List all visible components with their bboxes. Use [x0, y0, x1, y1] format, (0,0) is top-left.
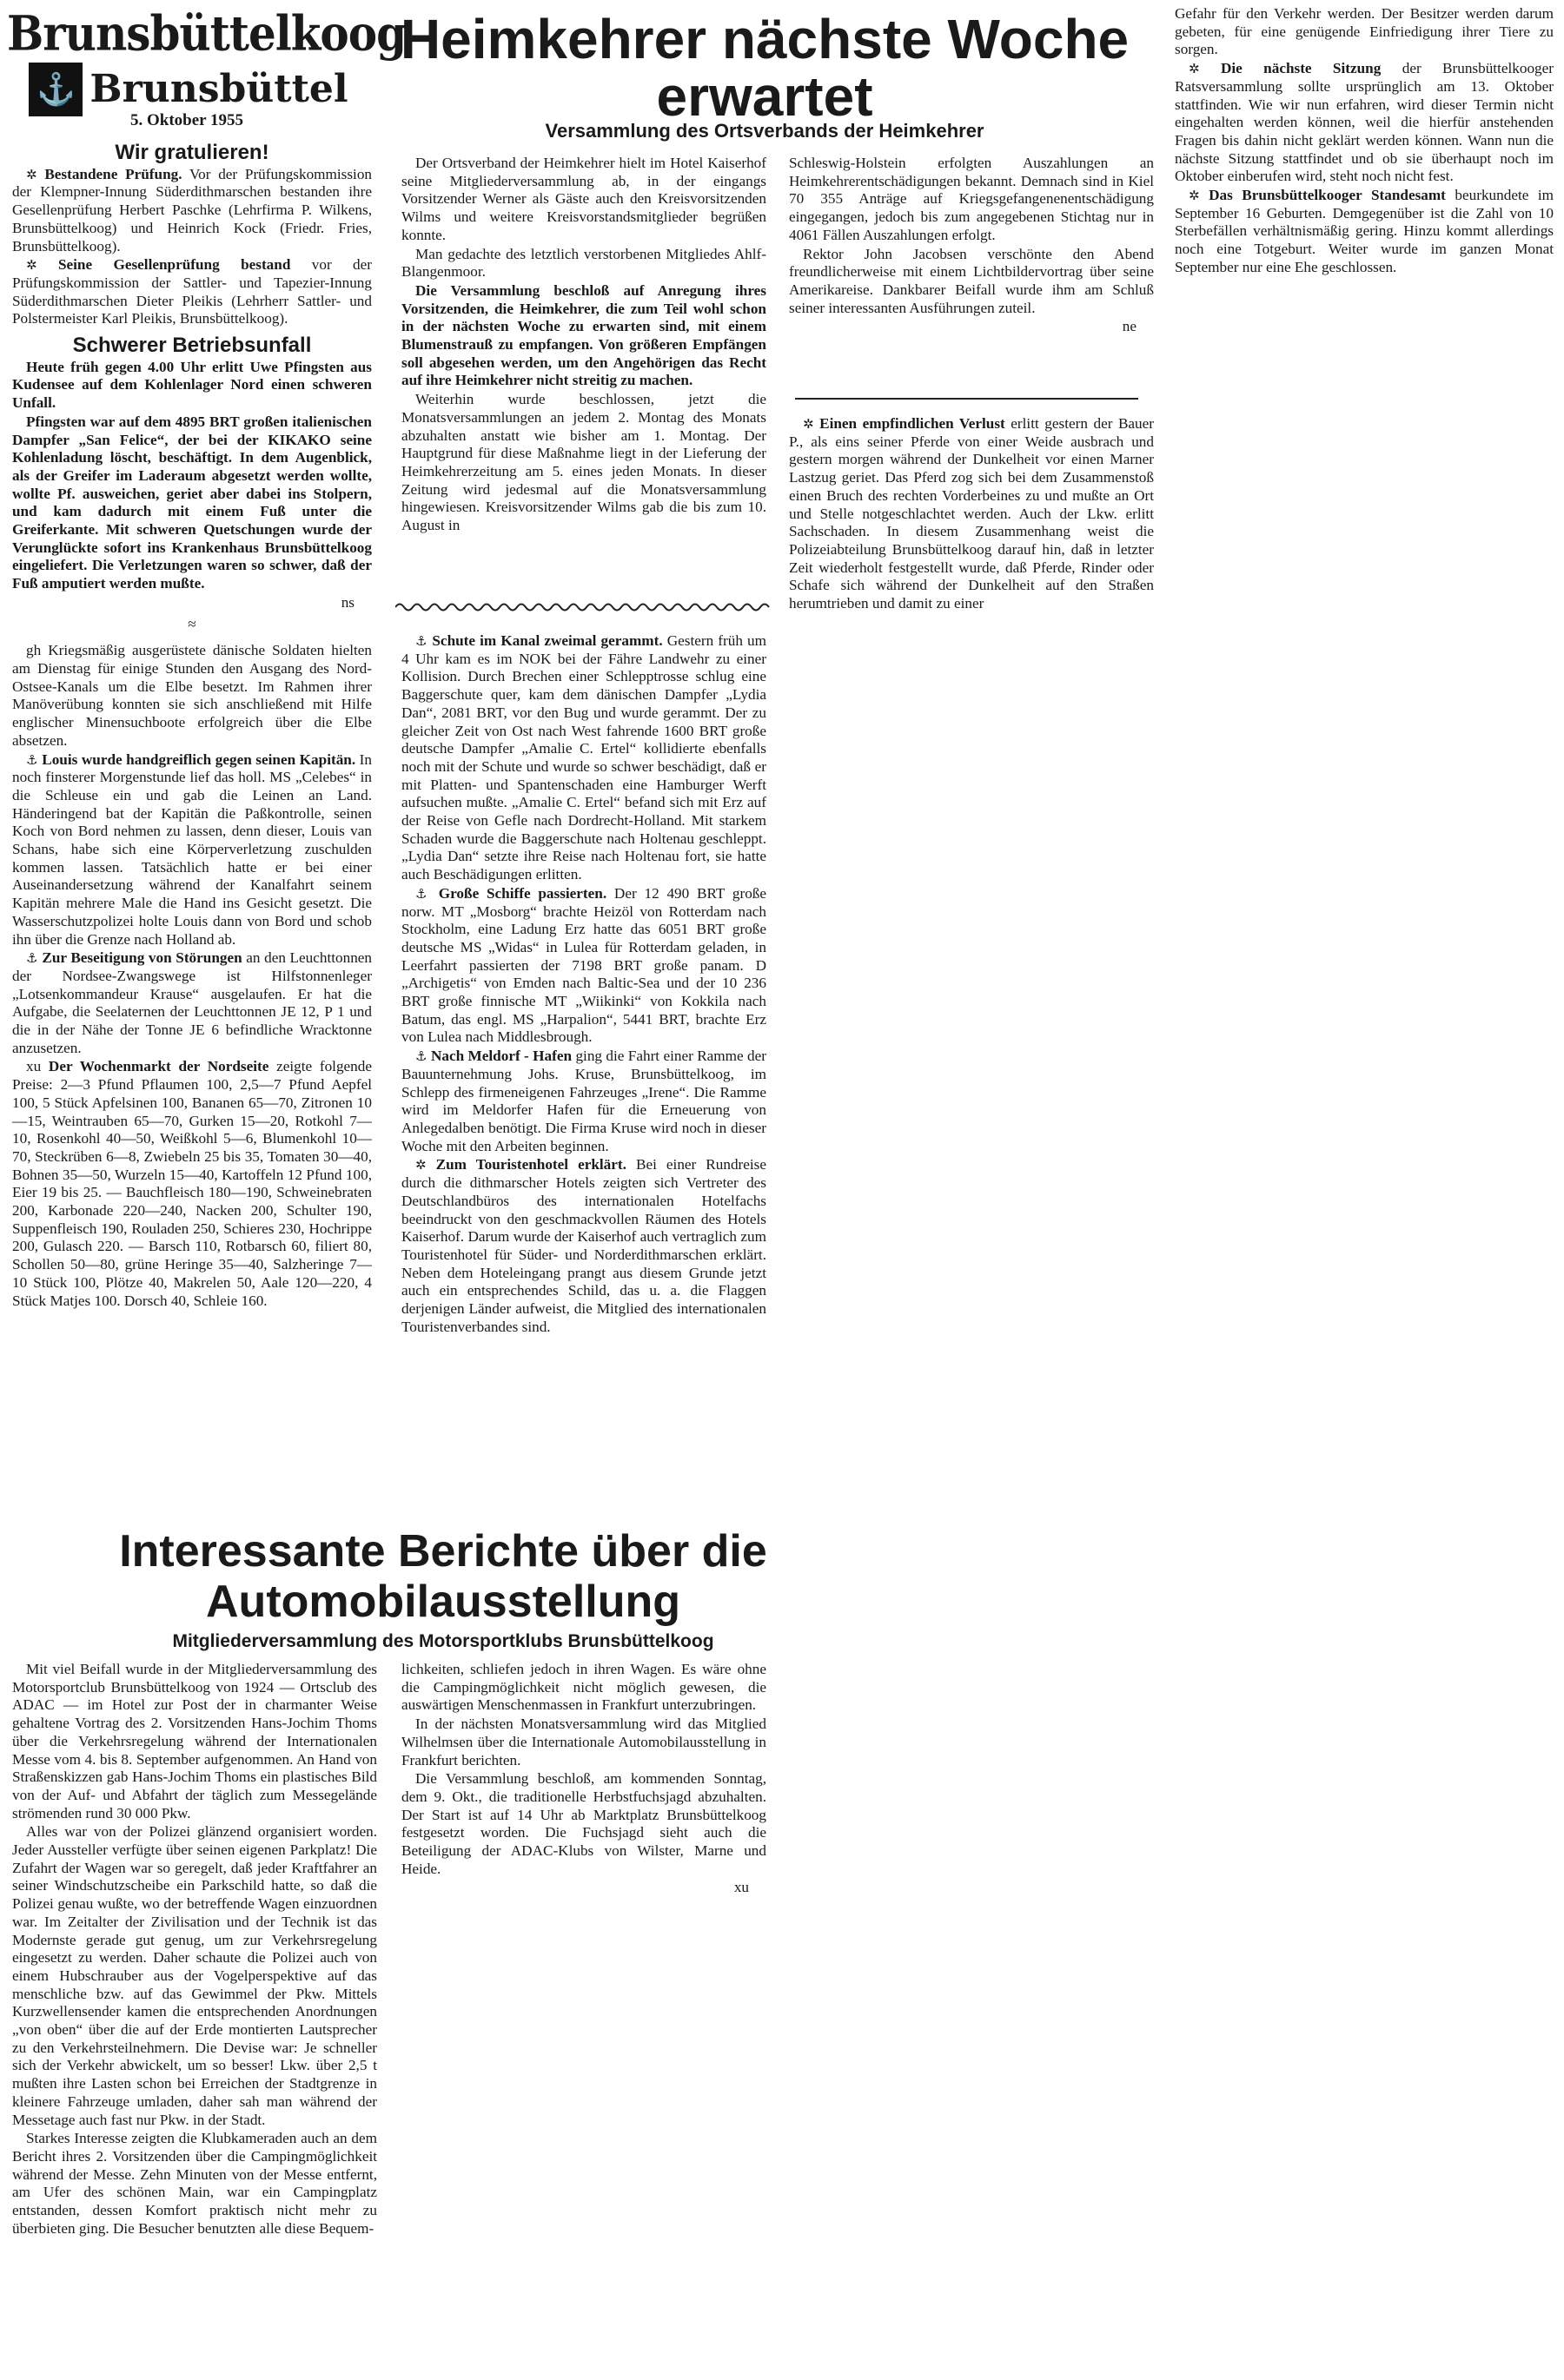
anchor-crest-icon: ⚓ [29, 63, 83, 116]
section-heading-unfall: Schwerer Betriebsunfall [72, 334, 312, 358]
signature: xu [733, 1879, 749, 1896]
divider-rule [795, 398, 1138, 400]
masthead [7, 5, 407, 116]
star-icon: ✲ [803, 416, 814, 432]
left-column: Wir gratulieren! ✲ Bestandene Prüfung. Vor der Prüfungskommission der Klempner-Innung Süderdithmarschen bestanden ihre Gesellenprüfung Herbert Paschke (Lehrfirma P. Wilkens, Brunsbüttelkoog) und Heinrich Kock (Friedr. Fries, Brunsbüttelkoog). ✲ Seine Gesellenprüfung bestand vor der Prüfungskommission der Sattler- und Tapezier-Innung Süderdithmarschen Dieter Pleikis (Lehrherr Sattler- und Polstermeister Karl Pleikis, Brunsbüttelkoog). Schwerer Betriebsunfall Heute früh gegen 4.00 Uhr erlitt Uwe Pfingsten aus Kudensee auf dem Kohlenlager Nord einen schweren Unfall. Pfingsten war auf dem 4895 BRT großen italienischen Dampfer „San Felice“, der bei der KIKAKO seine Kohlenladung löscht, beschäftigt. In dem Augenblick, als der Greifer im Laderaum abgesetzt werden wollte, wollte Pf. ausweichen, geriet aber dabei ins Stolpern, und kam dadurch mit einem Fuß unter die Greiferkante. Mit schweren Quetschungen wurde der Verunglückte sofort ins Krankenhaus Brunsbüttelkoog eingeliefert. Die Verletzungen waren so schwer, daß der Fuß amputiert werden mußte. ns ≈ gh Kriegsmäßig ausgerüstete dänische Soldaten hielten am Dienstag für einige Stunden den Ausgang des Nord-Ostsee-Kanals um die Elbe besetzt. Im Rahmen ihrer Manöverübung konnten sie sich anschließend mit Hilfe englischer Minensuchboote erfolgreich über die Elbe absetzen. ⚓ Louis wurde handgreiflich gegen seinen Kapitän. In noch finsterer Morgenstunde lief das holl. MS „Celebes“ in die Schleuse ein und gab die Leinen an Land. Händeringend bat der Kapitän die Paßkontrolle, seinen Koch von Bord nehmen zu lassen, denn dieser, Louis van Schans, habe sich eine Körperverletzung zuschulden kommen lassen. Tatsächlich hatte er bei einer Auseinandersetzung während der Kanalfahrt seinem Kapitän mehrere Male die Hand ins Gesicht gesetzt. Die Wasserschutzpolizei holte Louis dann von Bord und schob ihn über die Grenze nach Holland ab. ⚓ Zur Beseitigung von Störungen an den Leuchttonnen der Nordsee-Zwangswege ist Hilfstonnenleger „Lotsenkommandeur Krause“ ausgelaufen. Er hat die Aufgabe, die Seelaternen der Leuchttonnen JE 12, P 1 und die in der Nähe der Tonne JE 6 befindliche Wracktonne anzusetzen. xu Der Wochenmarkt der Nordseite zeigte folgende Preise: 2—3 Pfund Pflaumen 100, 2,5—7 Pfund Aepfel 100, 5 Stück Apfelsinen 100, Bananen 65—70, Zitronen 10—15, Weintrauben 65—70, Gurken 15—20, Rotkohl 7—10, Rosenkohl 40—50, Weißkohl 5—6, Blumenkohl 10—70, Steckrüben 6—8, Zwiebeln 25 bis 35, Tomaten 30—40, Bohnen 35—50, Wurzeln 15—40, Kartoffeln 12 Pfund 100, Eier 19 bis 25. — Bauchfleisch 180—190, Schweinebraten 200, Karbonade 220—240, Nacken 200, Schulter 190, Suppenfleisch 190, Rouladen 250, Schieres 230, Hochrippe 200, Gulasch 220. — Barsch 110, Rotbarsch 60, filiert 80, Schollen 50—80, grüne Heringe 35—40, Salzheringe 7—10 Stück 100, Plötze 40, Makrelen 50, Aale 120—220, 4 Stück Matjes 100. Dorsch 40, Schleie 160. [12, 141, 373, 1309]
mid-column: ⚓ Schute im Kanal zweimal gerammt. Gestern früh um 4 Uhr kam es im NOK bei der Fähre Landwehr zu einer Kollision. Durch Brechen einer Schlepptrosse schlug eine Baggerschute quer, kam dem dänischen Dampfer „Lydia Dan“, 2081 BRT, vor den Bug und wurde gerammt. Der zu gleicher Zeit von Ost nach West fahrende 1600 BRT große deutsche Dampfer „Amalie C. Ertel“ kollidierte ebenfalls noch mit der Schute und wurde so schwer beschädigt, daß er mit Platten- und Spantenschaden eine Hamburger Werft aufsuchen mußte. „Amalie C. Ertel“ befand sich mit Erz auf der Reise von Gefle nach Dordrecht-Holland. Mit starkem Schaden wurde die Baggerschute nach Holtenau geschleppt. „Lydia Dan“ setzte ihre Reise nach Holtenau fort, sie hatte auch Beschädigungen erlitten. ⚓ Große Schiffe passierten. Der 12 490 BRT große norw. MT „Mosborg“ brachte Heizöl von Rotterdam nach Stockholm, eine Ladung Erz hatte das 6051 BRT große deutsche MS „Widas“ in Lulea für Rotterdam geladen, in Leerfahrt passierten der 7198 BRT große panam. D „Archigetis“ von Emden nach Baltic-Sea und der 10 236 BRT große finnische MT „Wiikinki“ von Kokkila nach Batum, das engl. MS „Harpalion“, 5441 BRT, brachte Erz von Lulea nach Middlesbrough. ⚓ Nach Meldorf - Hafen ging die Fahrt einer Ramme der Bauunternehmung Johs. Kruse, Brunsbüttelkoog, im Schlepp des firmeneigenen Fahrzeuges „Irene“. Die Ramme wird im Meldorfer Hafen für die Erneuerung von Anlegedalben benötigt. Die Firma Kruse wird noch in dieser Woche mit den Arbeiten beginnen. ✲ Zum Touristenhotel erklärt. Bei einer Rundreise durch die dithmarscher Hotels zeigten sich Vertreter des Deutschlandbüros des internationalen Hotelfachs beeindruckt von den geschmackvollen Räumen des Hotels Kaiserhof. Darum wurde der Kaiserhof auch vertraglich zum Touristenhotel für Süder- und Norderdithmarschen erklärt. Neben dem Hoteleingang prangt aus diesem Grunde jetzt auch ein entsprechendes Schild, das u. a. die Flaggen derjenigen Länder aufweist, die Mitglied des internationalen Touristenverbandes sind. [401, 632, 767, 1335]
star-icon: ✲ [26, 257, 37, 274]
ship-icon: ⚓ [415, 885, 431, 902]
ship-icon: ⚓ [415, 633, 428, 649]
star-icon: ✲ [415, 1157, 427, 1173]
headline-heimkehrer: Heimkehrer nächste Woche erwartet [400, 8, 1130, 128]
automobil-col2: lichkeiten, schliefen jedoch in ihren Wagen. Es wäre ohne die Campingmöglichkeit nicht möglich gewesen, die auswärtigen Menschenmassen in Frankfurt unterzubringen. In der nächsten Monatsversammlung wird das Mitglied Wilhelmsen über die Internationale Automobilausstellung in Frankfurt berichten. Die Versammlung beschloß, am kommenden Sonntag, dem 9. Okt., die traditionelle Herbstfuchsjagd abzuhalten. Der Start ist auf 14 Uhr ab Marktplatz Brunsbüttelkoog festgesetzt worden. Die Fuchsjagd sieht auch die Beteiligung der ADAC-Klubs von Wilster, Marne und Heide. xu [401, 1661, 766, 1896]
signature: ne [1122, 318, 1137, 335]
heimkehrer-col1: Der Ortsverband der Heimkehrer hielt im Hotel Kaiserhof seine Mitgliederversammlung ab, in der eingangs Vorsitzender Werner als Gäste auch den Kreisvorsitzenden Wilms und weitere Kreisvorstandsmitglieder begrüßen konnte. Man gedachte des letztlich verstorbenen Mitgliedes Ahlf-Blangenmoor. Die Versammlung beschloß auf Anregung ihres Vorsitzenden, die Heimkehrer, die zum Teil wohl schon in der nächsten Woche zu erwarten sind, mit einem Blumenstrauß zu empfangen. Von größeren Empfängen soll abgesehen werden, um den Angehörigen das Recht auf ihre Heimkehrer nicht streitig zu machen. Weiterhin wurde beschlossen, jetzt die Monatsversammlungen an jedem 2. Montag des Monats abzuhalten anstatt wie bisher am 1. Montag. Der Hauptgrund für diese Maßnahme liegt in der Lieferung der Heimkehrerzeitung am 5. eines jeden Monats. In dieser Zeitung wird jedesmal auf die Monatsversammlung hingewiesen. Kreisvorsitzender Wilms gab die bis zum 10. August in [401, 155, 766, 534]
ship-icon: ⚓ [415, 1048, 427, 1065]
article-soldaten: gh Kriegsmäßig ausgerüstete dänische Soldaten hielten am Dienstag für einige Stunden den Ausgang des Nord-Ostsee-Kanals um die Elbe besetzt. Im Rahmen ihrer Manöverübung konnten sie sich anschließend mit Hilfe englischer Minensuchboote erfolgreich über die Elbe absetzen. [12, 642, 372, 749]
verlust-column: ✲ Einen empfindlichen Verlust erlitt gestern der Bauer P., als eins seiner Pferde von einer Weide ausbrach und gestern morgen während der Dunkelheit vor einen Marner Lastzug geriet. Das Pferd zog sich bei dem Zusammenstoß einen Bruch des rechten Vorderbeines zu und mußte an Ort und Stelle notgeschlachtet werden. Auch der Lkw. erlitt Sachschaden. In diesem Zusammenhang weist die Polizeiabteilung Brunsbüttelkoog darauf hin, daß in letzter Zeit wiederholt festgestellt wurde, daß Pferde, Rinder oder Schafe sich während der Dunkelheit auf den Straßen herumtrieben und damit zu einer [789, 415, 1154, 612]
star-icon: ✲ [1189, 61, 1200, 77]
unfall-lead: Heute früh gegen 4.00 Uhr erlitt Uwe Pfingsten aus Kudensee auf dem Kohlenlager Nord einen schweren Unfall. [12, 358, 372, 412]
masthead-subtitle: Brunsbüttel [89, 67, 348, 111]
wavy-divider [395, 601, 773, 613]
right-column: Gefahr für den Verkehr werden. Der Besitzer werden darum gebeten, für eine genügende Einfriedigung ihrer Tiere zu sorgen. ✲ Die nächste Sitzung der Brunsbüttelkooger Ratsversammlung sollte ursprünglich am 13. Oktober stattfinden. Wie wir nun erfahren, wird dieser Termin nicht eingehalten werden können, weil die hierfür anstehenden Fragen bis dahin nicht geklärt werden können. Wann nun die nächste Sitzung stattfindet und ob sie überhaupt noch im Oktober einberufen wird, steht noch nicht fest. ✲ Das Brunsbüttelkooger Standesamt beurkundete im September 16 Geburten. Demgegenüber ist die Zahl von 10 Sterbefällen verhältnismäßig gering. Hinzu kommt allerdings noch eine Totgeburt. Weiter wurde im ganzen Monat September nur eine Ehe geschlossen. [1175, 5, 1554, 275]
section-heading-gratulieren: Wir gratulieren! [115, 141, 269, 164]
ship-icon: ⚓ [26, 950, 38, 967]
masthead-title: Brunsbüttelkoog [7, 5, 407, 62]
subhead-automobil: Mitgliederversammlung des Motorsportklubs Brunsbüttelkoog [172, 1631, 714, 1651]
ship-icon: ⚓ [26, 751, 38, 768]
star-icon: ✲ [1189, 188, 1200, 204]
issue-date: 5. Oktober 1955 [129, 111, 243, 129]
signature: ns [341, 593, 355, 611]
heimkehrer-col2: Schleswig-Holstein erfolgten Auszahlungen an Heimkehrerentschädigungen bekannt. Demnach sind in Kiel 70 355 Anträge auf Kriegsgefangenenentschädigung eingegangen, jedoch bis zum angegebenen Stichtag nur in 4061 Fällen Auszahlungen erfolgt. Rektor John Jacobsen verschönte den Abend freundlicherweise mit einem Lichtbildervortrag über seine Amerikareise. Dankbarer Beifall wurde ihm am Schluß seiner interessanten Ausführungen zuteil. ne [789, 155, 1154, 335]
headline-automobil: Interessante Berichte über die Automobilausstellung [119, 1526, 767, 1627]
subhead-heimkehrer: Versammlung des Ortsverbands der Heimkehrer [545, 120, 984, 142]
star-icon: ✲ [26, 166, 37, 182]
divider: ≈ [188, 615, 196, 632]
unfall-body: Pfingsten war auf dem 4895 BRT großen italienischen Dampfer „San Felice“, der bei der KIKAKO seine Kohlenladung löscht, beschäftigt. In dem Augenblick, als der Greifer im Laderaum abgesetzt werden wollte, wollte Pf. ausweichen, geriet aber dabei ins Stolpern, und kam dadurch mit einem Fuß unter die Greiferkante. Mit schweren Quetschungen wurde der Verunglückte sofort ins Krankenhaus Brunsbüttelkoog eingeliefert. Die Verletzungen waren so schwer, daß der Fuß amputiert werden mußte. [12, 413, 372, 592]
automobil-col1: Mit viel Beifall wurde in der Mitgliederversammlung des Motorsportclub Brunsbüttelkoog von 1924 — Ortsclub des ADAC — im Hotel zur Post der in charmanter Weise gehaltene Vortrag des 2. Vorsitzenden Hans-Jochim Thoms über die Verkehrsregelung während der Internationalen Messe vom 4. bis 8. September aufgenommen. An Hand von Straßenskizzen gab Hans-Jochim Thoms ein plastisches Bild von der Auf- und Abfahrt der täglich zum Messegelände strömenden rund 30 000 Pkw. Alles war von der Polizei glänzend organisiert worden. Jeder Aussteller verfügte über seinen eigenen Parkplatz! Die Zufahrt der Wagen war so geregelt, daß jeder Kraftfahrer an seiner Windschutzscheibe ein Parkschild hatte, so daß die Polizei genau wußte, wo der betreffende Wagen einzuordnen war. Im Zeitalter der Zivilisation und der Technik ist das Modernste gerade gut genug, um zur Verkehrsregelung eingesetzt zu werden. Daher schaute die Polizei auch von einem Hubschrauber aus der Vogelperspektive auf das menschliche bzw. auf das Gewimmel der Pkw. Mittels Kurzwellensender kamen die entsprechenden Anordnungen „von oben“ über die auf der Erde montierten Lautsprecher zu den Verkehrsteilnehmern. Die Devise war: Je schneller sich der Verkehr abwickelt, um so besser! Lkw. über 2,5 t mußten ihre Lasten schon bei Erreichen der Stadtgrenze in kleinere Fahrzeuge umladen, daher sah man während der Messetage auch fast nur Pkw. in der Stadt. Starkes Interesse zeigten die Klubkameraden auch an dem Bericht ihres 2. Vorsitzenden über die Campingmöglichkeit während der Messe. Zehn Minuten von der Messe entfernt, am Ufer des schönen Main, war ein Campingplatz entstanden, dessen Komfort praktisch nicht mehr zu überbieten ging. Die Besucher benutzten alle diese Bequem- [12, 1661, 377, 2237]
